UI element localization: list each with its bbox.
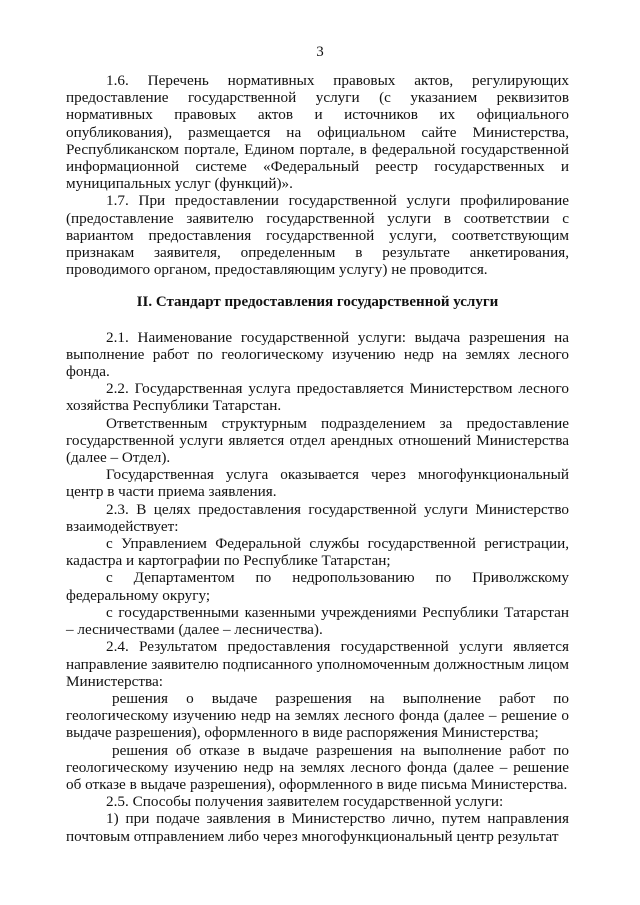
paragraph-2-2: 2.2. Государственная услуга предоставляется Министерством лесного хозяйства Республики Татарстан. bbox=[66, 380, 569, 415]
paragraph-mfc: Государственная услуга оказывается через многофункциональный центр в части приема заявления. bbox=[66, 466, 569, 501]
list-item-forestries: с государственными казенными учреждениями Республики Татарстан – лесничествами (далее – лесничества). bbox=[66, 603, 569, 639]
list-item-department: с Департаментом по недропользованию по Приволжскому федеральному округу; bbox=[66, 569, 569, 604]
paragraph-2-1: 2.1. Наименование государственной услуги: выдача разрешения на выполнение работ по геологическому изучению недр на землях лесного фонда. bbox=[66, 328, 569, 381]
paragraph-2-3: 2.3. В целях предоставления государственной услуги Министерство взаимодействует: bbox=[66, 500, 569, 535]
paragraph-1-6: 1.6. Перечень нормативных правовых актов, регулирующих предоставление государственной услуги (с указанием реквизитов нормативных правовых актов и источников их официального опубликования), размещается на официальном сайте Министерства, Республиканском портале, Едином портале, в федеральной государственной информационной системе «Федеральный реестр государственных и муниципальных услуг (функций)». bbox=[66, 72, 569, 193]
list-item-method-1: 1) при подаче заявления в Министерство лично, путем направления почтовым отправлением либо через многофункциональный центр результат bbox=[66, 810, 569, 845]
paragraph-2-4: 2.4. Результатом предоставления государственной услуги является направление заявителю подписанного уполномоченным должностным лицом Министерства: bbox=[66, 638, 569, 690]
section-heading: II. Стандарт предоставления государственной услуги bbox=[136, 294, 499, 311]
list-item-refusal-decision: решения об отказе в выдаче разрешения на выполнение работ по геологическому изучению недр на землях лесного фонда (далее – решение об отказе в выдаче разрешения), оформленного в виде письма Министерства. bbox=[66, 741, 569, 793]
paragraph-responsible-unit: Ответственным структурным подразделением за предоставление государственной услуги является отдел арендных отношений Министерства (далее – Отдел). bbox=[66, 414, 569, 467]
list-item-permit-decision: решения о выдаче разрешения на выполнение работ по геологическому изучению недр на землях лесного фонда (далее – решение о выдаче разрешения), оформленного в виде распоряжения Министерства; bbox=[66, 689, 569, 742]
document-body bbox=[66, 72, 569, 845]
paragraph-2-5: 2.5. Способы получения заявителем государственной услуги: bbox=[106, 793, 504, 811]
page-number: 3 bbox=[316, 44, 324, 60]
paragraph-1-7: 1.7. При предоставлении государственной услуги профилирование (предоставление заявителю государственной услуги в соответствии с вариантом предоставления государственной услуги, соответствующим признакам заявителя, определенным в результате анкетирования, проводимого органом, предоставляющим услугу) не проводится. bbox=[66, 192, 569, 279]
list-item-rosreestr: с Управлением Федеральной службы государственной регистрации, кадастра и картографии по Республике Татарстан; bbox=[66, 535, 569, 570]
